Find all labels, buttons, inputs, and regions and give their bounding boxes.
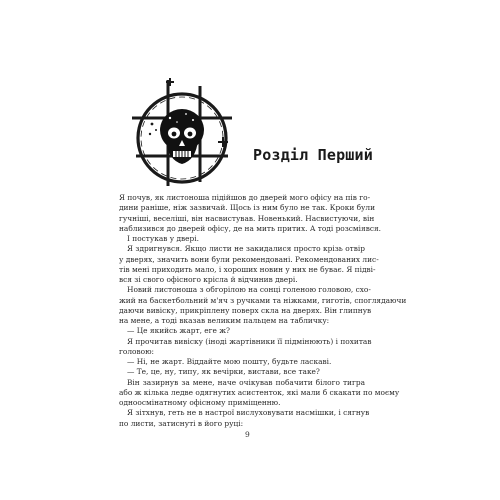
text-line: Він зазирнув за мене, наче очікував побачити білого тигра [127, 377, 365, 387]
text-line: або ж кілька ледве одягнутих асистенток, які мали б скакати по моєму [119, 387, 400, 397]
text-line: Я почув, як листоноша підійшов до дверей мого офісу на пів го- [119, 193, 371, 202]
text-line: жий на баскетбольний м'яч з ручками та ніжками, гиготів, споглядаючи [119, 295, 407, 305]
text-line: Я здригнувся. Якщо листи не закидалися просто крізь отвір [127, 244, 365, 254]
text-line: — Це якийсь жарт, еге ж? [127, 326, 231, 336]
page-number: 9 [245, 430, 250, 439]
text-line: наблизився до дверей офісу, де на мить притих. А тоді розсміявся. [119, 223, 382, 233]
chapter-title: Розділ Перший [253, 146, 373, 164]
text-line: гучніші, веселіші, він насвистував. Новенький. Насвистуючи, він [119, 213, 375, 223]
text-line: по листи, затиснуті в його руці: [119, 418, 244, 428]
chapter-body-text [119, 193, 407, 429]
text-line: даючи вивіску, прикріплену поверх скла на дверях. Він глипнув [119, 305, 372, 315]
text-line: — Те, це, ну, типу, як вечірки, вистави, все таке? [127, 367, 320, 377]
text-line: головою: [119, 346, 155, 356]
skull-crosshair-icon [130, 78, 234, 190]
text-line: одноосмінатному офісному приміщенню. [119, 398, 281, 407]
text-line: тів мені приходить мало, і хороших новин у них не буває. Я підві- [119, 264, 376, 274]
text-line: дини раніше, ніж зазвичай. Щось із ним було не так. Кроки були [119, 203, 376, 213]
text-line: на мене, а тоді вказав великим пальцем на табличку: [119, 316, 330, 325]
text-line: Я зітхнув, геть не в настрої вислуховувати насмішки, і сягнув [127, 408, 370, 418]
text-line: Новий листоноша з обгорілою на сонці голеною головою, схо- [127, 285, 371, 295]
text-line: вся зі свого офісного крісла й відчинив двері. [119, 275, 298, 284]
text-line: Я прочитав вивіску (іноді жартівники її підмінюють) і похитав [127, 336, 372, 346]
text-line: — Ні, не жарт. Віддайте мою пошту, будьте ласкаві. [127, 357, 332, 366]
text-line: у дверях, значить вони були рекомендовані. Рекомендованих лис- [119, 254, 379, 264]
text-line: І постукав у двері. [127, 234, 199, 243]
